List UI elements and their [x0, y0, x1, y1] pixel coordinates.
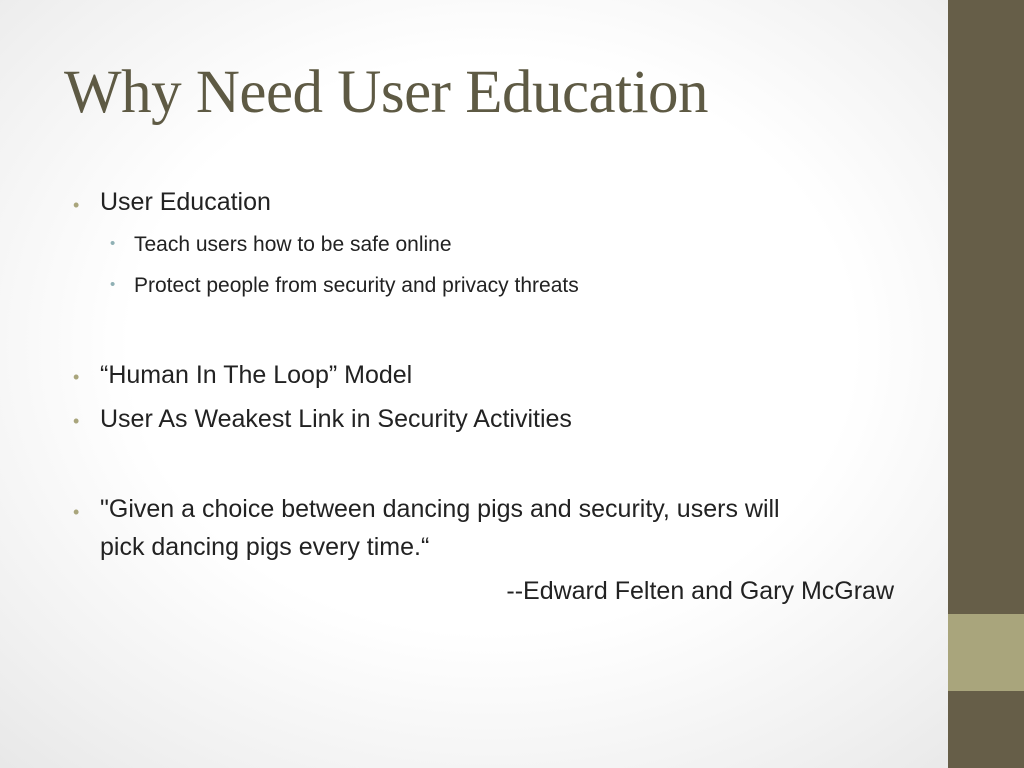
- bullet-marker: •: [110, 235, 116, 252]
- bullet-weakest-link: User As Weakest Link in Security Activities: [100, 405, 572, 433]
- bullet-marker: •: [73, 367, 80, 387]
- decorative-sidebar-block: [948, 614, 1024, 691]
- sub-bullet-teach-users: Teach users how to be safe online: [134, 233, 452, 256]
- bullet-human-in-the-loop: “Human In The Loop” Model: [100, 361, 413, 389]
- sub-bullet-protect-people: Protect people from security and privacy threats: [134, 274, 579, 297]
- quote-line-2: pick dancing pigs every time.“: [100, 533, 430, 561]
- slide-title: Why Need User Education: [64, 59, 709, 126]
- bullet-marker: •: [73, 195, 80, 215]
- quote-line-1: "Given a choice between dancing pigs and security, users will: [100, 495, 780, 523]
- bullet-user-education: User Education: [100, 188, 271, 216]
- quote-attribution: --Edward Felten and Gary McGraw: [506, 577, 894, 605]
- bullet-marker: •: [110, 276, 116, 293]
- bullet-marker: •: [73, 502, 80, 522]
- bullet-marker: •: [73, 411, 80, 431]
